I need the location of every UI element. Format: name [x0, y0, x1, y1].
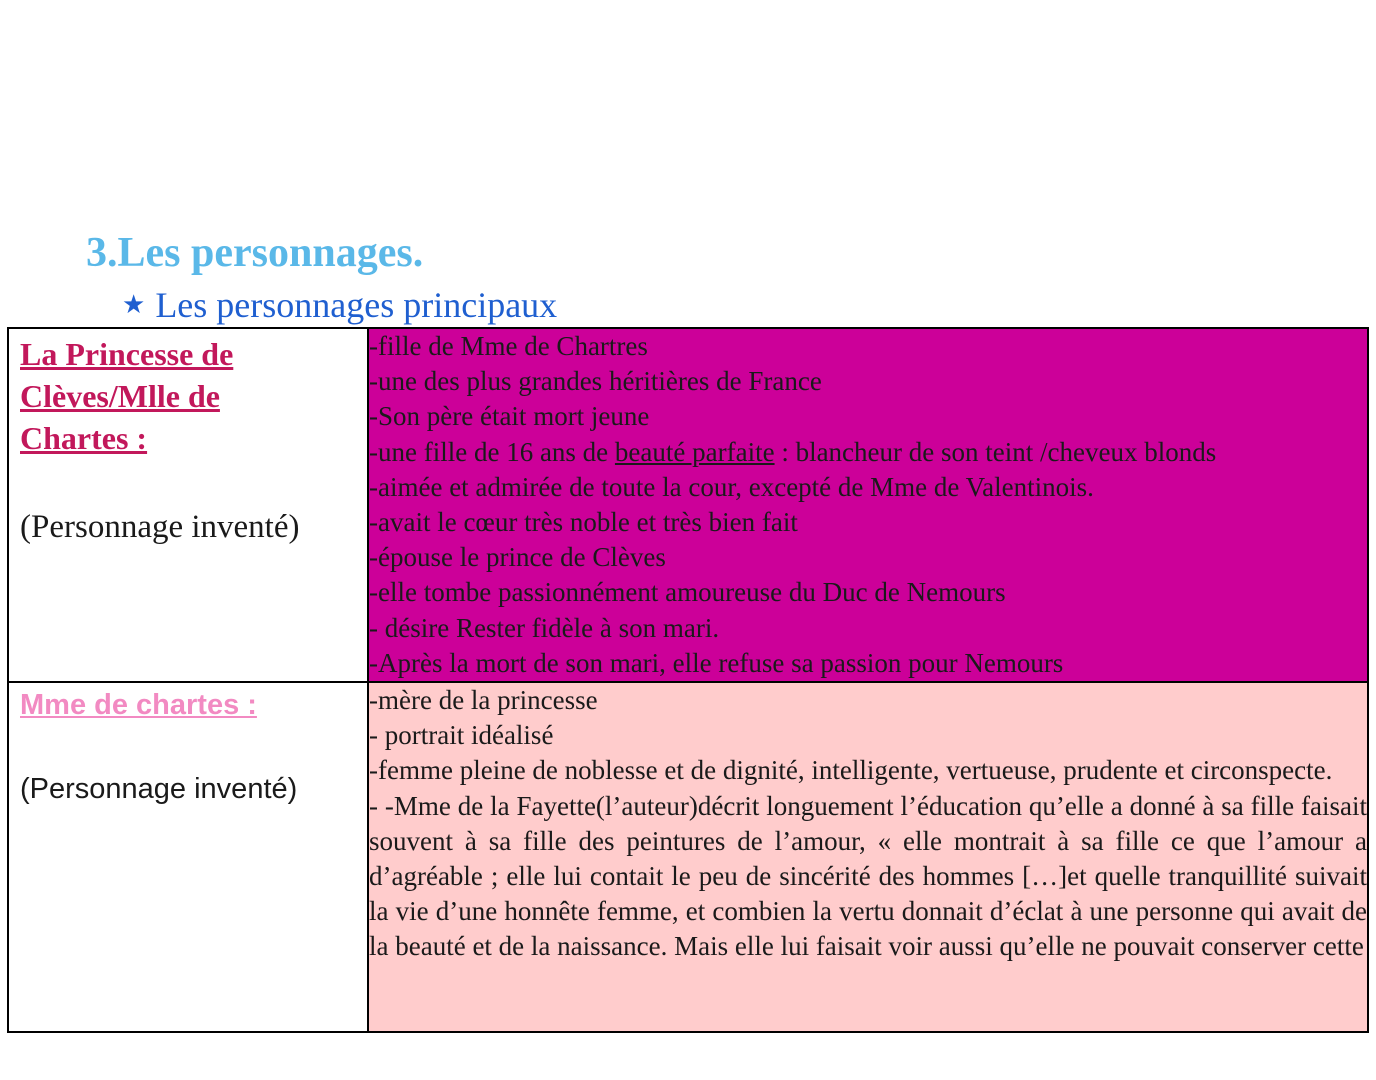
- character-name-cell: [8, 328, 368, 682]
- trait-item: -épouse le prince de Clèves: [369, 542, 666, 573]
- character-name: La Princesse de Clèves/Mlle de Chartes :: [20, 336, 234, 456]
- character-note: (Personnage inventé): [20, 773, 298, 806]
- trait-item: -Après la mort de son mari, elle refuse sa passion pour Nemours: [369, 647, 1064, 678]
- trait-emphasis: beauté parfaite: [614, 436, 775, 467]
- trait-list: [369, 683, 1367, 965]
- character-description-cell: [368, 328, 1368, 682]
- character-description-cell: [368, 682, 1368, 1032]
- star-bullet-icon: ★: [122, 290, 146, 319]
- table-row: [8, 682, 1368, 1032]
- trait-item: -elle tombe passionnément amoureuse du Duc de Nemours: [369, 577, 1006, 608]
- section-title: 3.Les personnages.: [86, 230, 424, 276]
- trait-item: - -Mme de la Fayette(l’auteur)décrit longuement l’éducation qu’elle a donné à sa fille faisait souvent à sa fille des peintures de l’amour, « elle montrait à sa fille ce que l’amour a d’agréable ; elle lui contait le peu de sincérité des hommes […]et quelle tranquillité suivait la vie d’une honnête femme, et combien la vertu donnait d’éclat à une personne qui avait de la beauté et de la naissance. Mais elle lui faisait voir aussi qu’elle ne pouvait conserver cette: [369, 790, 1367, 962]
- characters-table: [7, 327, 1369, 1033]
- trait-text: : blancheur de son teint /cheveux blonds: [774, 436, 1217, 467]
- trait-item: -aimée et admirée de toute la cour, excepté de Mme de Valentinois.: [369, 471, 1094, 502]
- trait-item: -une des plus grandes héritières de France: [369, 366, 822, 397]
- trait-item: - désire Rester fidèle à son mari.: [369, 612, 720, 643]
- character-note: (Personnage inventé): [20, 509, 300, 545]
- trait-item: -fille de Mme de Chartres: [369, 331, 648, 361]
- subtitle-text: Les personnages principaux: [155, 285, 558, 325]
- trait-item: -avait le cœur très noble et très bien fait: [369, 507, 798, 538]
- trait-item: - portrait idéalisé: [369, 720, 554, 751]
- trait-item: [369, 435, 1367, 470]
- trait-text: -une fille de 16 ans de: [369, 436, 615, 467]
- trait-item: -Son père était mort jeune: [369, 401, 650, 432]
- character-name: Mme de chartes :: [20, 689, 257, 722]
- trait-list: [369, 329, 1367, 681]
- subtitle: [122, 284, 557, 326]
- trait-item: -mère de la princesse: [369, 685, 598, 716]
- character-name-cell: [8, 682, 368, 1032]
- table-row: [8, 328, 1368, 682]
- trait-item: -femme pleine de noblesse et de dignité, intelligente, vertueuse, prudente et circonspecte.: [369, 755, 1333, 786]
